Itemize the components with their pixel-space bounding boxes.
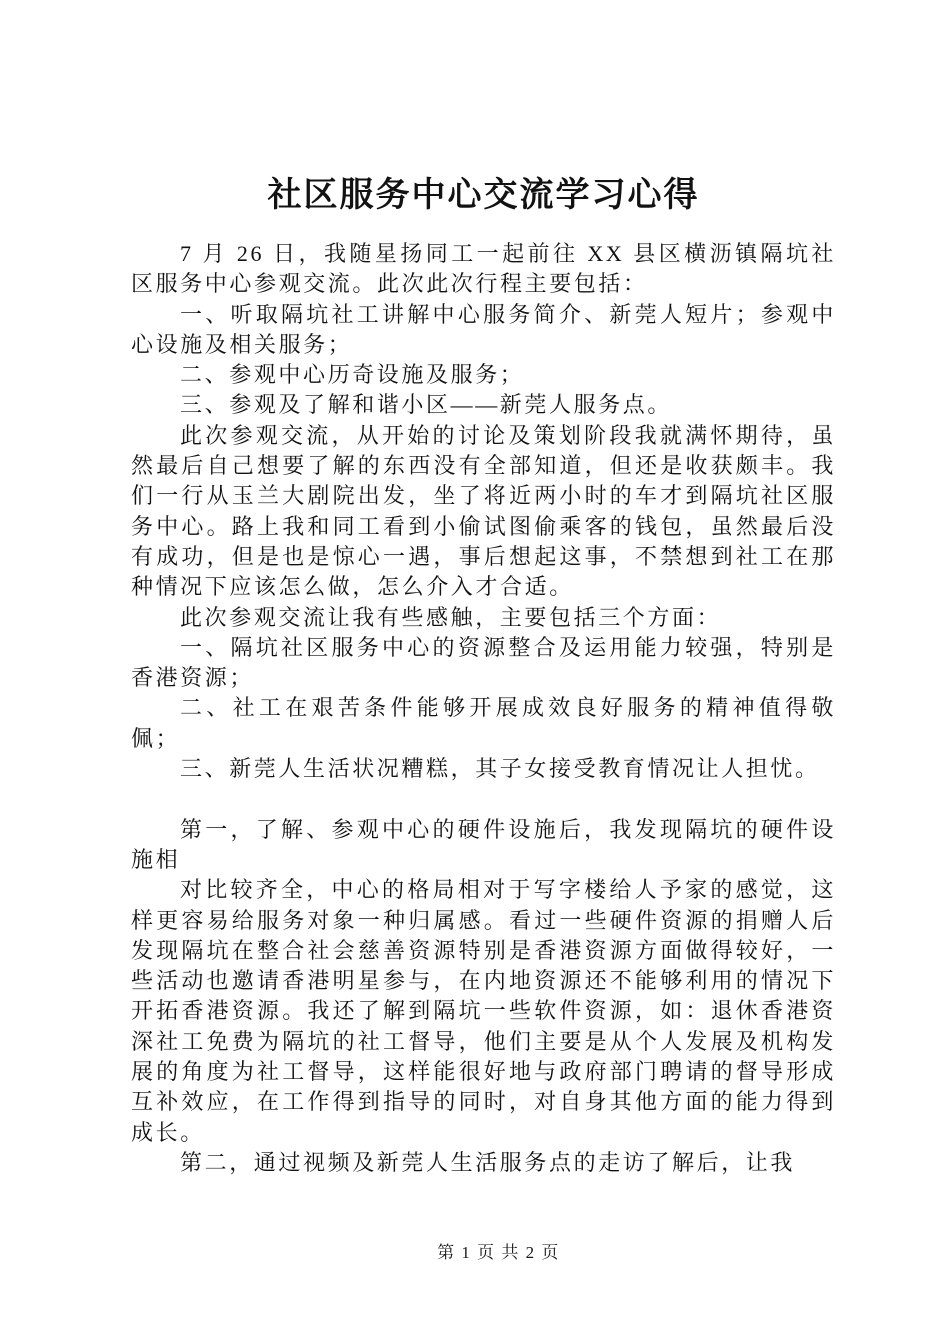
document-content — [131, 174, 836, 1178]
paragraph: 第二，通过视频及新莞人生活服务点的走访了解后，让我 — [180, 1149, 796, 1175]
paragraph: 对比较齐全，中心的格局相对于写字楼给人予家的感觉，这样更容易给服务对象一种归属感。看过一些硬件资源的捐赠人后发现隔坑在整合社会慈善资源特别是香港资源方面做得较好，一些活动也邀请香港明星参与，在内地资源还不能够利用的情况下开拓香港资源。我还了解到隔坑一些软件资源，如：退休香港资深社工免费为隔坑的社工督导，他们主要是从个人发展及机构发展的角度为社工督导，这样能很好地与政府部门聘请的督导形成互补效应，在工作得到指导的同时，对自身其他方面的能力得到成长。 — [131, 877, 836, 1145]
paragraph: 此次参观交流，从开始的讨论及策划阶段我就满怀期待，虽然最后自己想要了解的东西没有全部知道，但还是收获颇丰。我们一行从玉兰大剧院出发，坐了将近两小时的车才到隔坑社区服务中心。路上我和同工看到小偷试图偷乘客的钱包，虽然最后没有成功，但是也是惊心一遇，事后想起这事，不禁想到社工在那种情况下应该怎么做，怎么介入才合适。 — [131, 422, 836, 600]
paragraph: 7 月 26 日，我随星扬同工一起前往 XX 县区横沥镇隔坑社区服务中心参观交流。此次此次行程主要包括： — [131, 241, 836, 297]
paragraph: 一、隔坑社区服务中心的资源整合及运用能力较强，特别是香港资源； — [131, 634, 836, 691]
paragraph: 一、听取隔坑社工讲解中心服务简介、新莞人短片；参观中心设施及相关服务； — [131, 301, 836, 357]
document-title: 社区服务中心交流学习心得 — [267, 177, 700, 214]
page-number-footer: 第 1 页 共 2 页 — [437, 1243, 560, 1262]
paragraph: 三、参观及了解和谐小区——新莞人服务点。 — [180, 392, 673, 418]
paragraph: 二、参观中心历奇设施及服务； — [180, 362, 525, 388]
paragraph: 三、新莞人生活状况糟糕，其子女接受教育情况让人担忧。 — [180, 756, 820, 782]
blank-line — [131, 784, 836, 814]
paragraph: 二、社工在艰苦条件能够开展成效良好服务的精神值得敬佩； — [131, 695, 836, 751]
paragraph: 此次参观交流让我有些感触，主要包括三个方面： — [180, 604, 722, 630]
paragraph: 第一，了解、参观中心的硬件设施后，我发现隔坑的硬件设施相 — [131, 816, 836, 872]
